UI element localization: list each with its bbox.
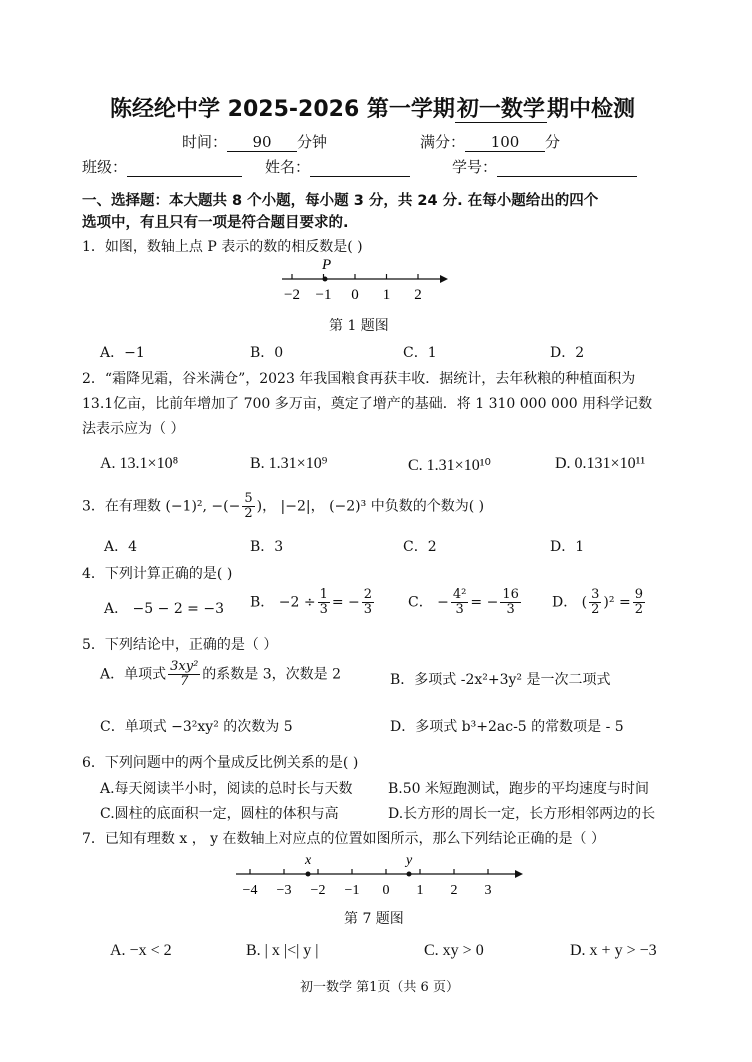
tick-label: 1 xyxy=(382,287,391,303)
tick-label: 3 xyxy=(484,883,492,898)
title-subject: 初一数学 xyxy=(456,97,545,122)
q7-option-d: D. x + y > −3 xyxy=(570,942,657,959)
tick-label: −1 xyxy=(315,287,332,303)
q2-option-a: A. 13.1×10⁸ xyxy=(100,455,179,472)
q3-option-a: A．4 xyxy=(104,539,138,555)
q6-option-a: A.每天阅读半小时，阅读的总时长与天数 xyxy=(100,781,353,797)
q5-option-a: A．单项式 $\frac{\text{3xy²}}{7}$ 的系数是 3，次数是 2 xyxy=(100,659,342,689)
score-line: 满分： 100 分 xyxy=(420,133,561,151)
tick-label: −4 xyxy=(242,883,258,898)
tick-label: 0 xyxy=(351,287,359,303)
q4-option-a: A． −5 − 2 = −3 xyxy=(104,601,225,617)
q7-option-a: A. −x < 2 xyxy=(110,942,172,959)
name-field: 姓名： xyxy=(265,156,410,177)
q7-text: 7．已知有理数 x ， y 在数轴上对应点的位置如图所示，那么下列结论正确的是（ ） xyxy=(82,831,605,847)
tick-label: −3 xyxy=(276,883,292,898)
q5-option-d: D．多项式 b³+2ac-5 的常数项是 - 5 xyxy=(390,719,624,735)
time-line: 时间： 90 分钟 xyxy=(182,133,328,151)
q6-option-b: B.50 米短跑测试，跑步的平均速度与时间 xyxy=(388,781,650,797)
q1-option-b: B．0 xyxy=(250,345,284,361)
tick-label: −1 xyxy=(344,883,360,898)
class-blank[interactable] xyxy=(127,158,242,177)
q1-point-label: P xyxy=(322,257,332,273)
q4-option-b: B． −2 ÷ $\frac{1}{3}$ = − $\frac{2}{3}$ xyxy=(250,587,373,617)
tick-label: 0 xyxy=(382,883,390,898)
q3-text: 3．在有理数 (−1)², −(− $\frac{5}{2}$ )， |−2|， (−2)³ 中负数的个数为( ) xyxy=(82,491,485,521)
name-blank[interactable] xyxy=(310,158,410,177)
q2-line3: 法表示应为（ ） xyxy=(82,421,185,437)
q7-x-label: x xyxy=(305,853,312,868)
q4-text: 4．下列计算正确的是( ) xyxy=(82,566,233,582)
q7-option-b: B. | x |<| y | xyxy=(246,942,319,959)
section1-heading-cont: 选项中，有且只有一项是符合题目要求的. xyxy=(82,215,349,231)
q1-number-line xyxy=(270,255,450,305)
q3-option-b: B．3 xyxy=(250,539,284,555)
q2-option-b: B. 1.31×10⁹ xyxy=(250,455,328,472)
q3-option-d: D．1 xyxy=(550,539,585,555)
q5-option-b: B．多项式 -2x²+3y² 是一次二项式 xyxy=(390,672,611,688)
time-value: 90 xyxy=(227,133,297,152)
q6-option-d: D.长方形的周长一定，长方形相邻两边的长 xyxy=(388,806,656,822)
q4-option-c: C． − $\frac{\text{4²}}{3}$ = − $\frac{16}{3}$ xyxy=(408,587,519,617)
tick-label: 2 xyxy=(450,883,458,898)
q7-caption: 第 7 题图 xyxy=(344,911,404,927)
title-suffix: 期中检测 xyxy=(546,97,635,122)
q5-text: 5．下列结论中，正确的是（ ） xyxy=(82,637,278,653)
q3-fraction: $\frac{5}{2}$ xyxy=(244,491,253,521)
q1-text: 1．如图，数轴上点 P 表示的数的相反数是( ) xyxy=(82,239,363,255)
q4-option-d: D． ( $\frac{3}{2}$ )² = $\frac{9}{2}$ xyxy=(552,587,643,617)
q1-option-d: D．2 xyxy=(550,345,585,361)
tick-label: 1 xyxy=(416,883,424,898)
score-value: 100 xyxy=(465,133,545,152)
title-main: 陈经纶中学 2025-2026 第一学期 xyxy=(110,97,455,122)
page-footer: 初一数学 第1页（共 6 页） xyxy=(300,980,459,995)
tick-label: −2 xyxy=(284,287,300,303)
q7-option-c: C. xy > 0 xyxy=(424,942,484,959)
q2-option-c: C. 1.31×10¹⁰ xyxy=(408,457,491,474)
id-field: 学号： xyxy=(452,156,637,177)
q2-option-d: D. 0.131×10¹¹ xyxy=(555,455,646,472)
q2-line2: 13.1亿亩，比前年增加了 700 多万亩，奠定了增产的基础．将 1 310 000 000 用科学记数 xyxy=(82,396,653,412)
q7-number-line xyxy=(230,852,530,902)
tick-label: −2 xyxy=(310,883,326,898)
tick-label: 2 xyxy=(414,287,422,303)
q2-line1: 2．“霜降见霜，谷米满仓”，2023 年我国粮食再获丰收．据统计，去年秋粮的种植面积为 xyxy=(82,371,636,387)
section1-heading: 一、选择题：本大题共 8 个小题，每小题 3 分，共 24 分. 在每小题给出的四个 xyxy=(82,193,599,209)
q1-option-a: A．−1 xyxy=(100,345,145,361)
q5-option-c: C．单项式 −3²xy² 的次数为 5 xyxy=(100,719,293,735)
q1-option-c: C．1 xyxy=(403,345,437,361)
id-blank[interactable] xyxy=(497,158,637,177)
page-title xyxy=(110,92,635,123)
class-field: 班级： xyxy=(82,156,242,177)
q6-text: 6．下列问题中的两个量成反比例关系的是( ) xyxy=(82,755,359,771)
q6-option-c: C.圆柱的底面积一定，圆柱的体积与高 xyxy=(100,806,339,822)
q3-option-c: C．2 xyxy=(403,539,437,555)
q7-y-label: y xyxy=(406,853,413,868)
q1-caption: 第 1 题图 xyxy=(329,318,389,334)
